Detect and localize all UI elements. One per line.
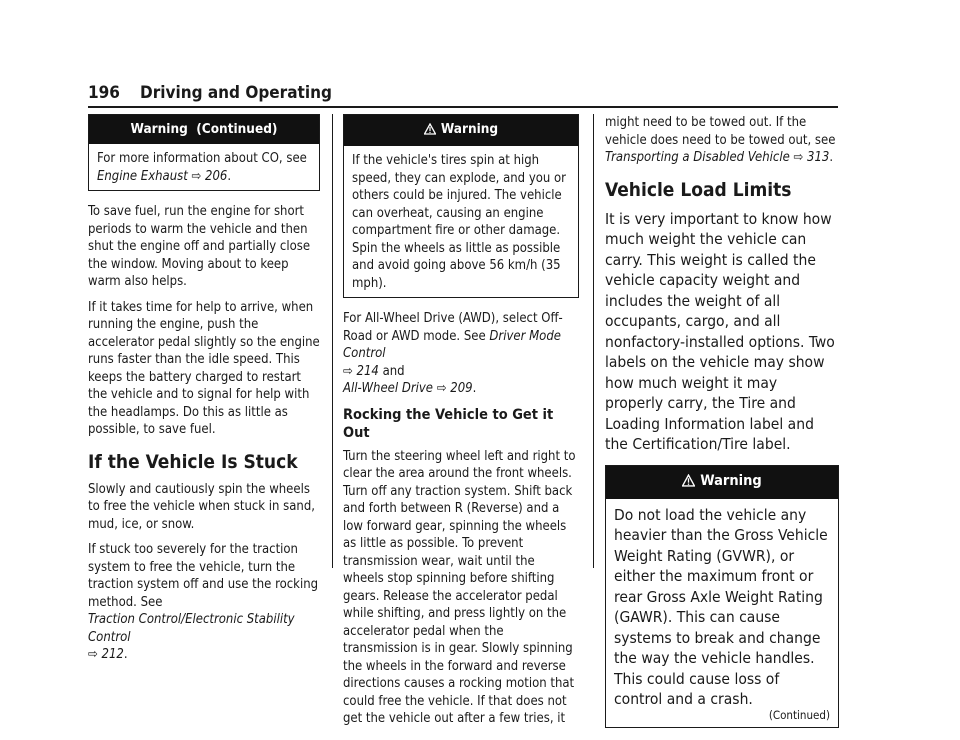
paragraph: For All-Wheel Drive (AWD), select Off-Road or AWD mode. See Driver Mode Control ⇨ 214 and All-Wheel Drive ⇨ 209. bbox=[343, 311, 563, 396]
page-number: 196 bbox=[88, 83, 120, 103]
warning-header bbox=[606, 466, 838, 499]
column-3 bbox=[605, 114, 839, 740]
column-1 bbox=[88, 114, 320, 672]
warning-box bbox=[605, 465, 839, 728]
warning-text: For more information about CO, see Engine Exhaust ⇨ 206. bbox=[97, 151, 307, 184]
section-heading: If the Vehicle Is Stuck bbox=[88, 450, 298, 473]
warning-triangle-icon bbox=[424, 123, 436, 139]
warning-box bbox=[343, 114, 579, 298]
section-heading: Vehicle Load Limits bbox=[605, 178, 792, 201]
paragraph: Turn the steering wheel left and right to clear the area around the front wheels. Turn off any traction system. Shift back and forth between R (Reverse) and a low forward gear, spinning the wheels as little as possible. To prevent transmission wear, wait until the wheels stop spinning before shifting gears. Release the accelerator pedal while shifting, and press lightly on the accelerator pedal when the transmission is in gear. Slowly spinning the wheels in the forward and reverse directions causes a rocking motion that could free the vehicle. If that does not get the vehicle out after a few tries, it bbox=[343, 448, 576, 726]
subsection-heading: Rocking the Vehicle to Get it Out bbox=[343, 406, 554, 441]
column-divider bbox=[332, 114, 333, 568]
paragraph: might need to be towed out. If the vehicle does need to be towed out, see Transporting a Disabled Vehicle ⇨ 313. bbox=[605, 115, 836, 165]
column-2 bbox=[343, 114, 579, 736]
warning-text: Do not load the vehicle any heavier than the Gross Vehicle Weight Rating (GVWR), or either the maximum front or rear Gross Axle Weight Rating (GAWR). This can cause systems to break and change the way the vehicle handles. This could cause loss of control and a crash. bbox=[614, 505, 828, 708]
section-title: Driving and Operating bbox=[140, 83, 332, 103]
transporting-disabled-vehicle-link[interactable]: Transporting a Disabled Vehicle bbox=[605, 150, 790, 165]
driver-mode-control-link[interactable]: Driver Mode Control bbox=[343, 328, 561, 361]
warning-title: Warning (Continued) bbox=[89, 115, 319, 144]
warning-box-continued bbox=[88, 114, 320, 191]
traction-control-link[interactable]: Traction Control/Electronic Stability Control bbox=[88, 612, 295, 645]
warning-text: If the vehicle's tires spin at high speed, they can explode, and you or others could be injured. The vehicle can overheat, causing an engine compartment fire or other damage. Spin the wheels as little as possible and avoid going above 56 km/h (35 mph). bbox=[352, 153, 566, 291]
page-ref: 212 bbox=[101, 647, 124, 662]
all-wheel-drive-link[interactable]: All-Wheel Drive bbox=[343, 381, 434, 396]
paragraph: If stuck too severely for the traction system to free the vehicle, turn the traction system off and use the rocking method. See Traction Control/Electronic Stability Control ⇨ 212. bbox=[88, 542, 319, 662]
paragraph: To save fuel, run the engine for short periods to warm the vehicle and then shut the engine off and partially close the window. Moving about to keep warm also helps. bbox=[88, 204, 311, 289]
page-ref: 313 bbox=[807, 150, 830, 165]
ref-arrow-icon: ⇨ bbox=[436, 381, 447, 396]
column-divider bbox=[593, 114, 594, 568]
warning-title: Warning bbox=[700, 472, 762, 489]
engine-exhaust-link[interactable]: Engine Exhaust bbox=[97, 168, 188, 184]
paragraph: If it takes time for help to arrive, when running the engine, push the accelerator pedal slightly so the engine runs faster than the idle speed. This keeps the battery charged to restart the vehicle and to signal for help with the headlamps. Do this as little as possible, to save fuel. bbox=[88, 299, 320, 437]
continued-label: (Continued) bbox=[768, 707, 830, 722]
page-ref: 209 bbox=[450, 381, 473, 396]
warning-header bbox=[344, 115, 578, 146]
warning-triangle-icon bbox=[682, 474, 695, 491]
warning-title: Warning bbox=[440, 121, 499, 137]
paragraph: Slowly and cautiously spin the wheels to free the vehicle when stuck in sand, mud, ice, or snow. bbox=[88, 481, 315, 532]
page-ref: 206 bbox=[205, 168, 228, 184]
ref-arrow-icon: ⇨ bbox=[191, 168, 202, 184]
paragraph: It is very important to know how much weight the vehicle can carry. This weight is called the vehicle capacity weight and includes the weight of all occupants, cargo, and all nonfactory-installed options. Two labels on the vehicle may show how much weight it may properly carry, the Tire and Loading Information label and the Certification/Tire label. bbox=[605, 209, 835, 453]
ref-arrow-icon: ⇨ bbox=[88, 647, 98, 662]
ref-arrow-icon: ⇨ bbox=[343, 363, 353, 379]
ref-arrow-icon: ⇨ bbox=[793, 150, 804, 165]
page-ref: 214 bbox=[356, 363, 379, 379]
page-header bbox=[88, 82, 838, 108]
